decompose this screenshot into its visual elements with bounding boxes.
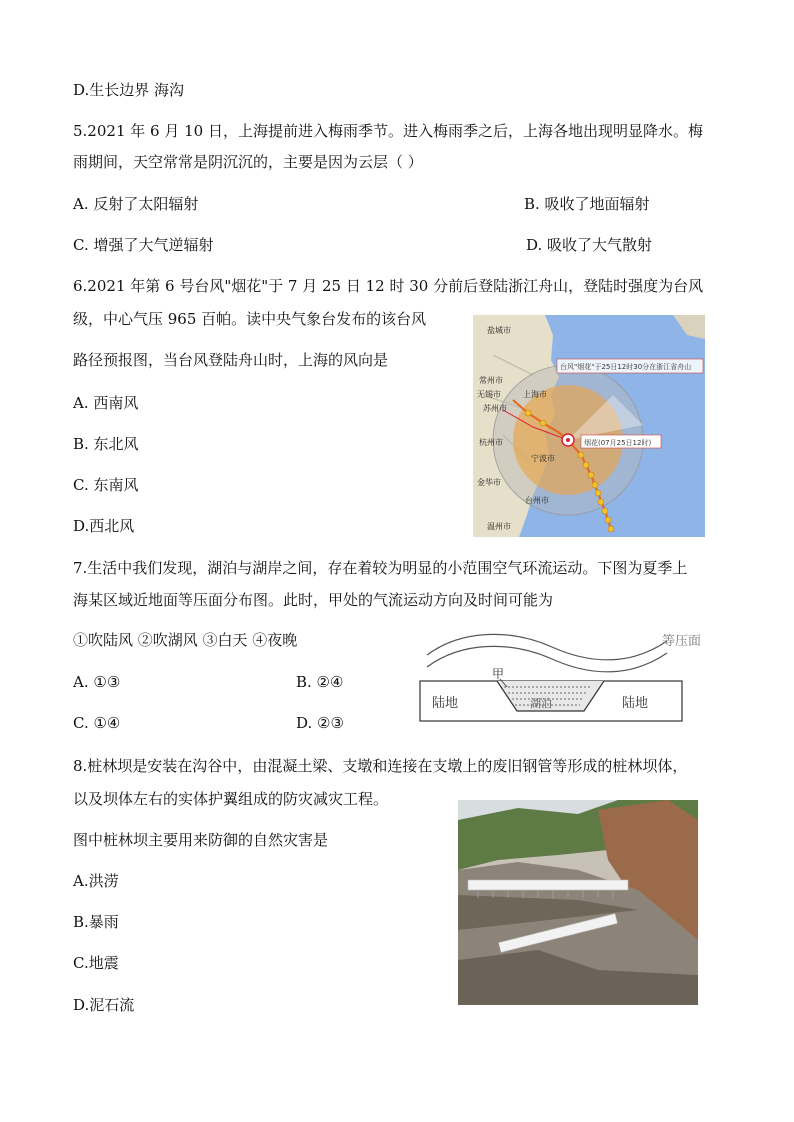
city-label: 苏州市 [483,404,507,413]
q5-stem-line1: 5.2021 年 6 月 10 日，上海提前进入梅雨季节。进入梅雨季之后，上海各地出现明显降水。梅 [73,122,703,140]
q6-option-b: B. 东北风 [73,435,139,453]
city-label: 盐城市 [487,326,511,335]
city-label: 无锡市 [477,390,501,399]
q7-option-b: B. ②④ [296,673,344,691]
city-label: 温州市 [487,522,511,531]
lake-label: 湖泊 [530,697,552,710]
isobar-label: 等压面 [662,634,702,649]
isobar-diagram [412,625,702,725]
q6-option-c: C. 东南风 [73,476,139,494]
landfall-label: 烟花(07月25日12时) [584,439,652,447]
q5-option-d: D. 吸收了大气散射 [526,236,653,254]
q7-option-a: A. ①③ [73,673,121,691]
q5-stem-line2: 雨期间，天空常常是阴沉沉的，主要是因为云层（ ） [73,153,423,171]
q7-choices: ①吹陆风 ②吹湖风 ③白天 ④夜晚 [73,631,298,649]
isobar-line-lower [427,646,667,671]
pile-dam-photo [458,800,698,1005]
q5-option-c: C. 增强了大气逆辐射 [73,236,214,254]
q7-stem-line1: 7.生活中我们发现，湖泊与湖岸之间，存在着较为明显的小范围空气环流运动。下图为夏季上 [73,559,688,577]
q6-stem-line2: 级，中心气压 965 百帕。读中央气象台发布的该台风 [73,310,427,328]
isobar-line-upper [427,634,667,659]
point-jia-label: 甲 [492,667,505,681]
q8-option-d: D.泥石流 [73,996,135,1014]
city-label: 杭州市 [479,438,503,447]
q8-stem-line1: 8.桩林坝是安装在沟谷中，由混凝土梁、支墩和连接在支墩上的废旧钢管等形成的桩林坝体， [73,757,688,775]
q5-option-a: A. 反射了太阳辐射 [73,195,199,213]
land-right-label: 陆地 [622,696,649,711]
city-label: 台州市 [525,496,549,505]
city-label: 金华市 [477,478,501,487]
q8-stem-line2: 以及坝体左右的实体护翼组成的防灾减灾工程。 [73,790,389,808]
q7-stem-line2: 海某区域近地面等压面分布图。此时，甲处的气流运动方向及时间可能为 [73,591,554,609]
typhoon-track-map [473,315,705,537]
q6-option-d: D.西北风 [73,517,135,535]
q7-option-c: C. ①④ [73,714,121,732]
q8-option-a: A.洪涝 [73,872,119,890]
q8-option-c: C.地震 [73,954,119,972]
q8-stem-line3: 图中桩林坝主要用来防御的自然灾害是 [73,831,329,849]
q6-option-a: A. 西南风 [73,394,139,412]
city-label: 常州市 [479,376,503,385]
q7-option-d: D. ②③ [296,714,344,732]
q4-option-d: D.生长边界 海沟 [73,81,185,99]
city-label: 宁波市 [531,454,555,463]
q5-option-b: B. 吸收了地面辐射 [524,195,650,213]
map-banner: 台风"烟花"于25日12时30分在浙江省舟山 [560,363,692,371]
q6-stem-line1: 6.2021 年第 6 号台风"烟花"于 7 月 25 日 12 时 30 分前后登陆浙江舟山，登陆时强度为台风 [73,277,704,295]
q8-option-b: B.暴雨 [73,913,119,931]
typhoon-symbol-icon [562,434,574,446]
land-left-label: 陆地 [432,696,459,711]
city-label: 上海市 [523,390,547,399]
q6-stem-line3: 路径预报图，当台风登陆舟山时，上海的风向是 [73,351,389,369]
